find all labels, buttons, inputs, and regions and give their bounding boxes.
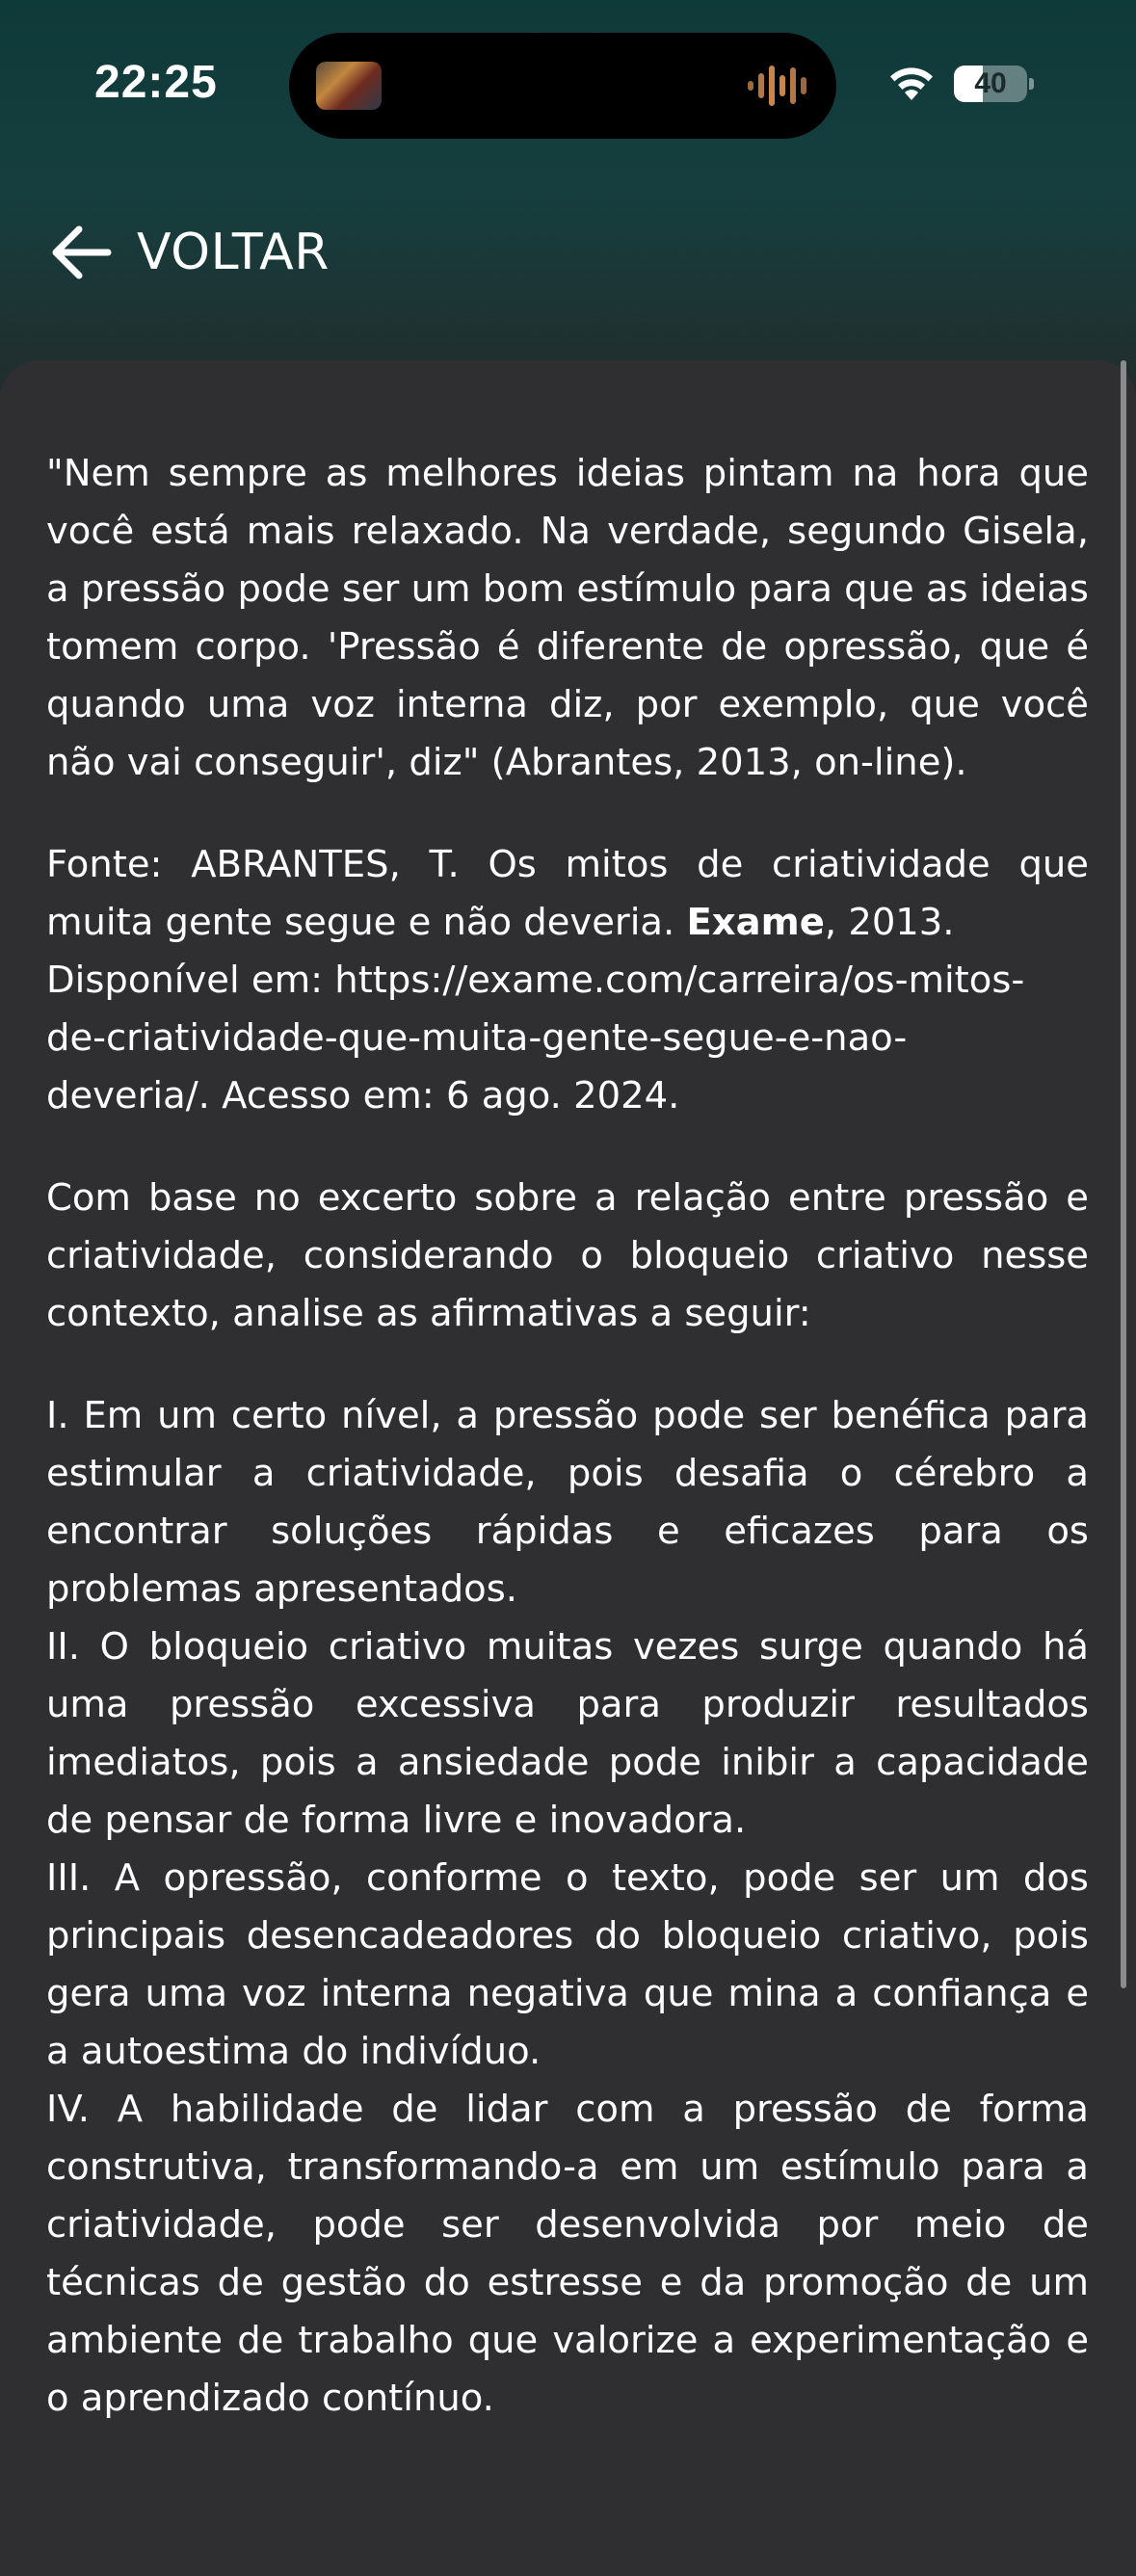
source-url-line-2: de-criatividade-que-muita-gente-segue-e-nao- xyxy=(46,1016,908,1060)
status-bar xyxy=(0,0,1136,164)
quote-paragraph: "Nem sempre as melhores ideias pintam na hora que você está mais relaxado. Na verdade, segundo Gisela, a pressão pode ser um bom estímulo para que as ideias tomem corpo. 'Pressão é diferente de opressão, que é quando uma voz interna diz, por exemplo, que você não vai conseguir', diz" (Abrantes, 2013, on-line). xyxy=(46,452,1089,784)
audio-wave-icon xyxy=(746,62,813,110)
source-paragraph xyxy=(46,836,1089,1125)
source-url-line-1: Disponível em: https://exame.com/carreira/os-mitos- xyxy=(46,959,1025,1002)
question-text xyxy=(46,445,1089,2428)
battery-icon xyxy=(954,66,1033,102)
battery-cap xyxy=(1029,78,1034,90)
back-button[interactable] xyxy=(46,212,330,293)
wifi-icon xyxy=(886,64,937,102)
battery-level: 40 xyxy=(974,67,1007,99)
question-card[interactable] xyxy=(0,360,1136,2576)
scrollbar-thumb[interactable] xyxy=(1121,360,1126,1988)
arrow-left-icon xyxy=(46,218,116,287)
statement-1: I. Em um certo nível, a pressão pode ser benéfica para estimular a criatividade, pois desafia o cérebro a encontrar soluções rápidas e eficazes para os problemas apresentados. xyxy=(46,1394,1089,1611)
prompt-paragraph: Com base no excerto sobre a relação entre pressão e criatividade, considerando o bloqueio criativo nesse contexto, analise as afirmativas a seguir: xyxy=(46,1176,1089,1335)
source-year: , 2013. xyxy=(824,901,955,944)
status-time: 22:25 xyxy=(94,57,218,108)
media-thumbnail-icon xyxy=(316,62,382,110)
battery-body xyxy=(954,66,1027,102)
dynamic-island[interactable] xyxy=(289,33,836,139)
statement-3: III. A opressão, conforme o texto, pode ser um dos principais desencadeadores do bloqueio criativo, pois gera uma voz interna negativa que mina a confiança e a autoestima do indivíduo. xyxy=(46,1856,1089,2073)
back-label: VOLTAR xyxy=(137,223,330,281)
source-journal: Exame xyxy=(686,901,825,944)
source-prefix: Fonte: ABRANTES, T. Os mitos de criatividade que muita gente segue e não deveria. xyxy=(46,843,1089,944)
source-url-line-3: deveria/. Acesso em: 6 ago. 2024. xyxy=(46,1074,680,1117)
statement-2: II. O bloqueio criativo muitas vezes surge quando há uma pressão excessiva para produzir resultados imediatos, pois a ansiedade pode inibir a capacidade de pensar de forma livre e inovadora. xyxy=(46,1625,1089,1842)
statement-4: IV. A habilidade de lidar com a pressão de forma construtiva, transformando-a em um estímulo para a criatividade, pode ser desenvolvida por meio de técnicas de gestão do estresse e da promoção de um ambiente de trabalho que valorize a experimentação e o aprendizado contínuo. xyxy=(46,2088,1089,2420)
